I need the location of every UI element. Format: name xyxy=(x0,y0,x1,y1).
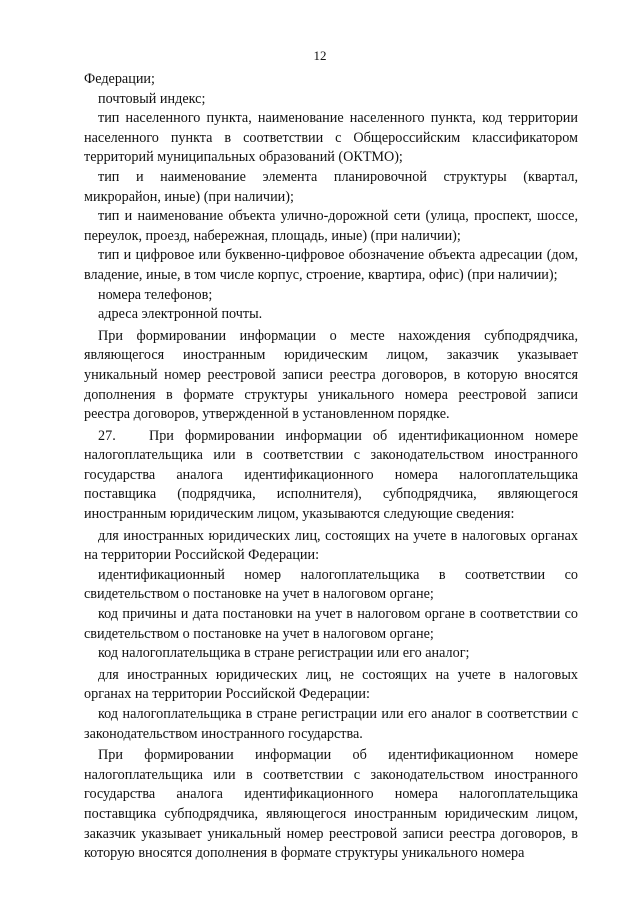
paragraph-email-addresses: адреса электронной почты. xyxy=(98,306,263,323)
paragraph-federation-end: Федерации; xyxy=(84,71,155,87)
paragraph-foreign-taxpayer-code: код налогоплательщика в стране регистрации или его аналог в соответствии с законодательством иностранного государства. xyxy=(84,706,578,742)
paragraph-taxpayer-id: идентификационный номер налогоплательщика в соответствии со свидетельством о постановке на учет в налоговом органе; xyxy=(84,566,578,603)
paragraph-registered-entities: для иностранных юридических лиц, состоящих на учете в налоговых органах на территории Российской Федерации: xyxy=(84,527,578,564)
paragraph-phone-numbers: номера телефонов; xyxy=(98,286,213,303)
paragraph-postal-code: почтовый индекс; xyxy=(98,90,206,107)
page-number: 12 xyxy=(313,48,327,63)
paragraph-registration-reason-code: код причины и дата постановки на учет в налоговом органе в соответствии со свидетельством о постановке на учет в налоговом органе; xyxy=(84,606,578,642)
paragraph-unregistered-entities: для иностранных юридических лиц, не состоящих на учете в налоговых органах на территории Российской Федерации: xyxy=(84,666,578,703)
paragraph-country-taxpayer-code: код налогоплательщика в стране регистрации или его аналог; xyxy=(98,645,470,662)
paragraph-subcontractor-location: При формировании информации о месте нахождения субподрядчика, являющегося иностранным юридическим лицом, заказчик указывает уникальный номер реестровой записи реестра договоров, в которую вносятся дополнения в формате структуры уникального номера реестровой записи реестра договоров, утвержденной в установленном порядке. xyxy=(84,327,578,423)
paragraph-settlement-type: тип населенного пункта, наименование населенного пункта, код территории населенного пункта в соответствии с Общероссийским классификатором территорий муниципальных образований (ОКТМО); xyxy=(84,110,578,166)
paragraph-item-27: 27. При формировании информации об идентификационном номере налогоплательщика или в соответствии с законодательством иностранного государства аналога идентификационного номера налогоплательщика поставщика (подрядчика, исполнителя), субподрядчика, являющегося иностранным юридическим лицом, указываются следующие сведения: xyxy=(84,427,578,523)
paragraph-planning-structure: тип и наименование элемента планировочной структуры (квартал, микрорайон, иные) (при наличии); xyxy=(84,168,578,205)
paragraph-road-network: тип и наименование объекта улично-дорожной сети (улица, проспект, шоссе, переулок, проезд, набережная, площадь, иные) (при наличии); xyxy=(84,208,578,244)
paragraph-subcontractor-taxpayer-id: При формировании информации об идентификационном номере налогоплательщика или в соответствии с законодательством иностранного государства аналога идентификационного номера налогоплательщика поставщика субподрядчика, являющегося иностранным юридическим лицом, заказчик указывает уникальный номер реестровой записи реестра договоров, в которую вносятся дополнения в формате структуры уникального номера xyxy=(84,747,578,862)
paragraph-address-object: тип и цифровое или буквенно-цифровое обозначение объекта адресации (дом, владение, иные, в том числе корпус, строение, квартира, офис) (при наличии); xyxy=(84,247,578,283)
document-body xyxy=(84,70,578,864)
